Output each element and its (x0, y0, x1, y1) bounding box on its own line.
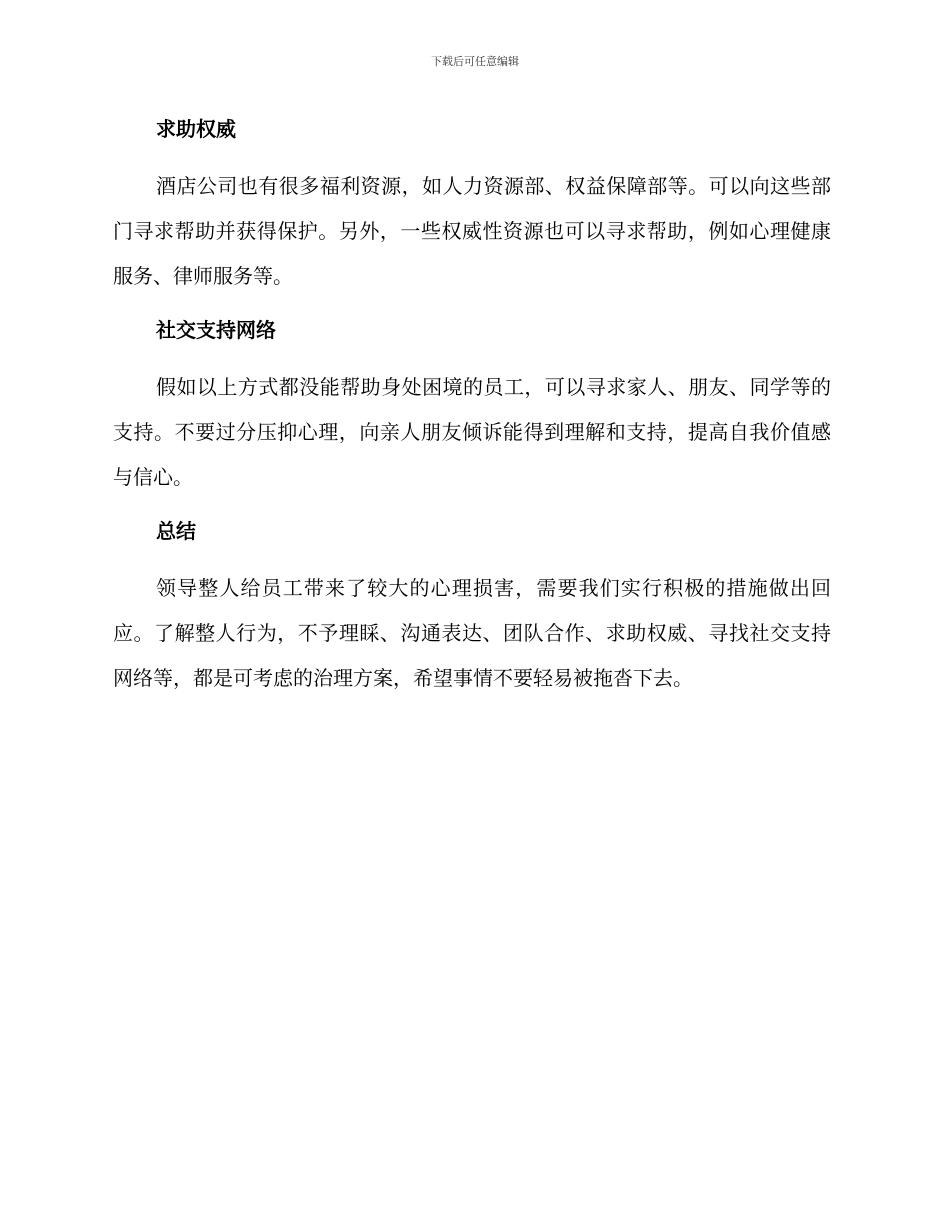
section-seek-authority (113, 111, 831, 312)
section-paragraph: 假如以上方式都没能帮助身处困境的员工，可以寻求家人、朋友、同学等的支持。不要过分压抑心理，向亲人朋友倾诉能得到理解和支持，提高自我价值感与信心。 (113, 375, 831, 489)
section-heading: 求助权威 (156, 117, 236, 141)
section-paragraph: 酒店公司也有很多福利资源，如人力资源部、权益保障部等。可以向这些部门寻求帮助并获得保护。另外，一些权威性资源也可以寻求帮助，例如心理健康服务、律师服务等。 (113, 174, 831, 288)
header-note: 下载后可任意编辑 (431, 55, 519, 68)
section-heading: 社交支持网络 (156, 318, 276, 342)
document-body (113, 111, 831, 701)
section-social-support (113, 312, 831, 513)
section-summary (113, 513, 831, 701)
section-paragraph: 领导整人给员工带来了较大的心理损害，需要我们实行积极的措施做出回应。了解整人行为，不予理睬、沟通表达、团队合作、求助权威、寻找社交支持网络等，都是可考虑的治理方案，希望事情不要轻易被拖沓下去。 (113, 576, 831, 690)
section-heading: 总结 (156, 519, 196, 543)
